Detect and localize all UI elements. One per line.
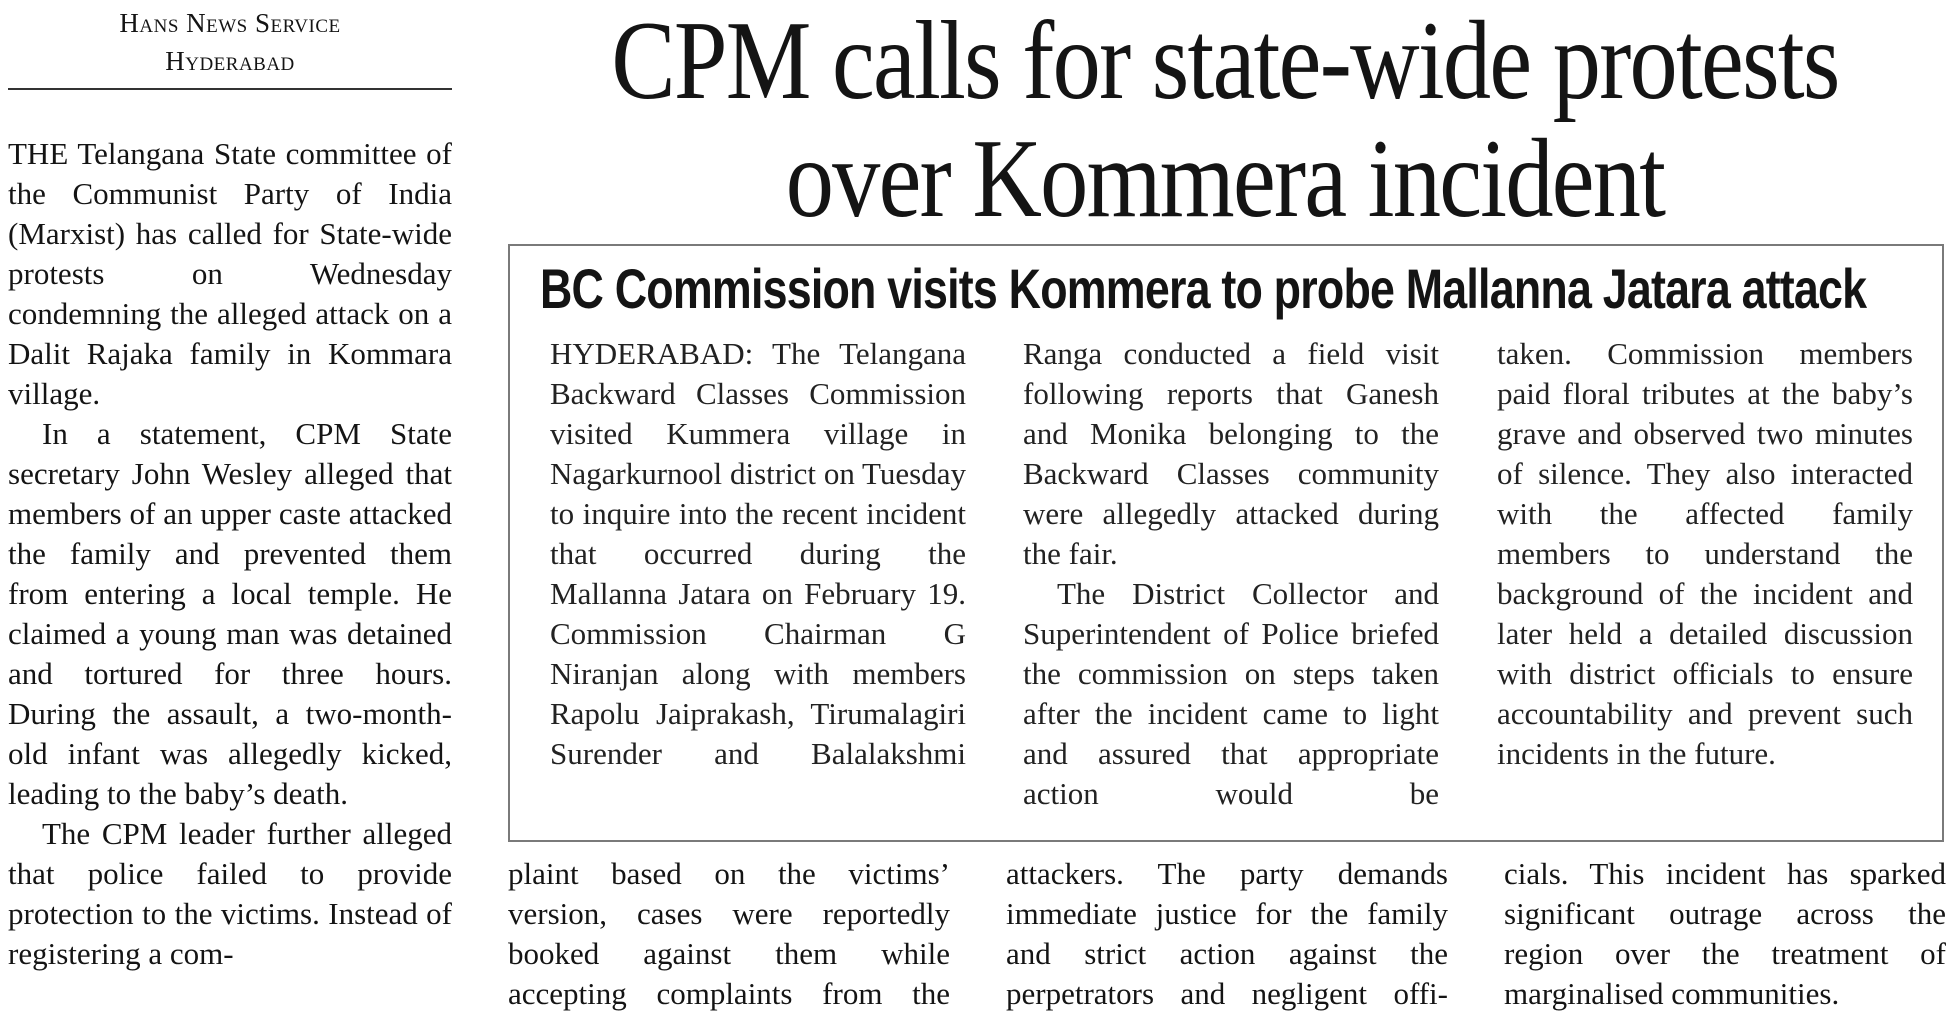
byline	[8, 4, 452, 80]
article-paragraph: attackers. The party demands immediate justice for the family and strict action against the perpetrators and negligent offi-	[1006, 856, 1448, 1011]
sidebar-column-3	[1497, 334, 1913, 774]
sidebar-column-2	[1023, 334, 1439, 814]
headline-line-1: CPM calls for state-wide protests	[611, 0, 1839, 123]
sidebar-column-1	[550, 334, 966, 774]
byline-location: Hyderabad	[165, 46, 295, 76]
article-continuation-2	[1006, 854, 1448, 1014]
article-paragraph: THE Telangana State committee of the Communist Party of India (Marxist) has called for State-wide protests on Wednesday condemning the alleged attack on a Dalit Rajaka family in Kommara village.	[8, 136, 452, 411]
sidebar-paragraph: taken. Commission members paid floral tributes at the baby’s grave and observed two minutes of silence. They also interacted with the affected family members to understand the background of the incident and later held a detailed discussion with district officials to ensure accountability and prevent such incidents in the future.	[1497, 336, 1913, 771]
headline-line-2: over Kommera incident	[785, 117, 1665, 241]
article-paragraph: In a statement, CPM State secretary John Wesley alleged that members of an upper caste attacked the family and prevented them from entering a local temple. He claimed a young man was detained and tortured for three hours. During the assault, a two-month-old infant was allegedly kicked, leading to the baby’s death.	[8, 416, 452, 811]
article-paragraph: cials. This incident has sparked significant outrage across the region over the treatment of marginalised communities.	[1504, 856, 1946, 1011]
sidebar-paragraph: HYDERABAD: The Telangana Backward Classes Commission visited Kummera village in Nagarkurnool district on Tuesday to inquire into the recent incident that occurred during the Mallanna Jatara on February 19. Commission Chairman G Niranjan along with members Rapolu Jaiprakash, Tirumalagiri Surender and Balalakshmi	[550, 336, 966, 771]
byline-divider	[8, 88, 452, 90]
sidebar-headline: BC Commission visits Kommera to probe Mallanna Jatara attack	[540, 257, 1867, 320]
article-paragraph: The CPM leader further alleged that police failed to provide protection to the victims. Instead of registering a com-	[8, 816, 452, 971]
article-continuation-3	[1504, 854, 1946, 1014]
sidebar-paragraph: The District Collector and Superintendent of Police briefed the commission on steps taken after the incident came to light and assured that appropriate action would be	[1023, 576, 1439, 811]
page-headline	[602, 0, 1849, 241]
article-paragraph: plaint based on the victims’ version, cases were reportedly booked against them while accepting complaints from the	[508, 856, 950, 1011]
sidebar-paragraph: Ranga conducted a field visit following reports that Ganesh and Monika belonging to the Backward Classes community were allegedly attacked during the fair.	[1023, 336, 1439, 571]
byline-agency: Hans News Service	[119, 8, 341, 38]
article-continuation-1	[508, 854, 950, 1014]
main-article-column	[8, 134, 452, 974]
